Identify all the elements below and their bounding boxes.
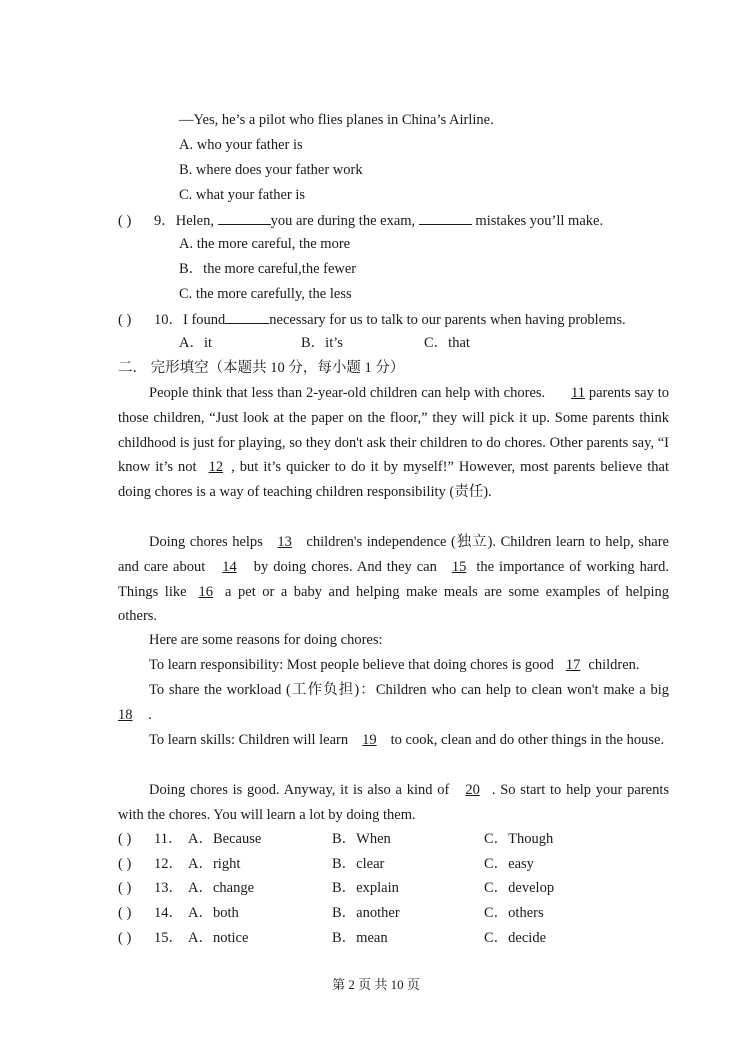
- option-a: A．Because: [188, 831, 262, 847]
- passage-text: children's independence (独立). Children learn to help, share and care about: [118, 534, 669, 575]
- passage-text: Doing chores helps: [149, 534, 268, 550]
- blank-18[interactable]: 18: [118, 706, 133, 723]
- answer-blank[interactable]: [419, 210, 472, 225]
- answer-parentheses[interactable]: ( ): [118, 312, 132, 328]
- question-15: [118, 928, 547, 948]
- question-number: 9．: [154, 213, 176, 229]
- question-number: 10．: [154, 312, 183, 328]
- answer-parentheses[interactable]: ( ): [118, 880, 132, 896]
- question-number: 11．: [154, 831, 183, 847]
- blank-20[interactable]: 20: [465, 782, 480, 798]
- question-stem: mistakes you’ll make.: [471, 213, 604, 229]
- passage-paragraph-2: [118, 530, 669, 629]
- answer-blank[interactable]: [225, 309, 269, 324]
- section-heading: 二． 完形填空（本题共 10 分，每小题 1 分）: [118, 360, 405, 376]
- passage-text: children.: [588, 657, 640, 673]
- passage-text: To learn responsibility: Most people believe that doing chores is good: [149, 657, 554, 673]
- answer-parentheses[interactable]: ( ): [118, 831, 132, 847]
- passage-paragraph-6: [118, 728, 669, 753]
- blank-15[interactable]: 15: [451, 558, 467, 575]
- option-b: B. where does your father work: [179, 162, 363, 178]
- option-a: A. who your father is: [179, 137, 303, 153]
- option-b: B．another: [332, 905, 400, 921]
- option-c: C. the more carefully, the less: [179, 286, 352, 302]
- blank-12[interactable]: 12: [208, 459, 224, 476]
- question-9: [118, 210, 603, 231]
- option-a: A．change: [188, 880, 255, 896]
- blank-19[interactable]: 19: [362, 732, 377, 748]
- blank-14[interactable]: 14: [222, 558, 237, 575]
- passage-paragraph-3: Here are some reasons for doing chores:: [149, 632, 383, 648]
- option-b: B．it’s: [301, 335, 343, 351]
- option-c: C．decide: [484, 930, 547, 946]
- passage-text: People think that less than 2-year-old children can help with chores.: [149, 385, 549, 401]
- passage-text: .: [144, 706, 152, 723]
- passage-paragraph-5: [118, 678, 669, 728]
- passage-text: a pet or a baby and helping make meals are some examples of helping others.: [118, 583, 669, 625]
- question-stem: Helen,: [175, 213, 218, 229]
- option-c: C．that: [424, 335, 470, 351]
- option-b: B．the more careful,the fewer: [179, 261, 357, 277]
- question-number: 15．: [154, 930, 183, 946]
- question-12: [118, 854, 534, 874]
- option-c: C．others: [484, 905, 544, 921]
- answer-blank[interactable]: [218, 210, 271, 225]
- option-c: C．develop: [484, 880, 555, 896]
- passage-text: by doing chores. And they can: [248, 558, 442, 575]
- question-number: 14．: [154, 905, 183, 921]
- option-c: C．easy: [484, 856, 534, 872]
- option-c: C. what your father is: [179, 187, 306, 203]
- option-b: B．When: [332, 831, 391, 847]
- answer-parentheses[interactable]: ( ): [118, 930, 132, 946]
- question-11: [118, 829, 554, 849]
- option-a: A. the more careful, the more: [179, 236, 351, 252]
- passage-text: the importance of working hard. Things like: [118, 558, 669, 600]
- blank-11[interactable]: 11: [571, 385, 585, 401]
- answer-parentheses[interactable]: ( ): [118, 213, 132, 229]
- option-a: A．right: [188, 856, 241, 872]
- passage-paragraph-4: [149, 655, 640, 675]
- question-13: [118, 878, 555, 898]
- answer-parentheses[interactable]: ( ): [118, 905, 132, 921]
- passage-text: To share the workload (工作负担)：Children who can help to clean won't make a big: [149, 682, 669, 698]
- question-stem: you are during the exam,: [270, 213, 419, 229]
- question-14: [118, 903, 544, 923]
- option-b: B．clear: [332, 856, 385, 872]
- question-stem: I found: [183, 312, 226, 328]
- blank-16[interactable]: 16: [198, 583, 214, 600]
- option-c: C．Though: [484, 831, 554, 847]
- question-stem: necessary for us to talk to our parents when having problems.: [269, 312, 626, 328]
- option-b: B．explain: [332, 880, 399, 896]
- blank-17[interactable]: 17: [565, 657, 581, 673]
- passage-text: to cook, clean and do other things in the house.: [390, 732, 665, 748]
- passage-text: , but it’s quicker to do it by myself!” However, most parents believe that doing chores is a way of teaching children responsibility (责任).: [118, 459, 669, 501]
- passage-text: parents say to those children, “Just look at the paper on the floor,” they will pick it up. Some parents think childhood is just for playing, so they don't ask their children to do chores. Other parents say, “I know it’s not: [118, 385, 669, 476]
- passage-paragraph-7: [118, 778, 669, 828]
- page-footer: 第 2 页 共 10 页: [332, 977, 420, 992]
- passage-text: To learn skills: Children will learn: [149, 732, 349, 748]
- option-a: A．both: [188, 905, 239, 921]
- passage-paragraph-1: [118, 381, 669, 505]
- passage-text: Doing chores is good. Anyway, it is also a kind of: [149, 782, 450, 798]
- question-10: [118, 309, 626, 330]
- option-b: B．mean: [332, 930, 388, 946]
- passage-text: . So start to help your parents with the chores. You will learn a lot by doing them.: [118, 782, 669, 823]
- option-a: A．notice: [188, 930, 249, 946]
- answer-parentheses[interactable]: ( ): [118, 856, 132, 872]
- answer-line: —Yes, he’s a pilot who flies planes in China’s Airline.: [179, 112, 494, 128]
- question-number: 12．: [154, 856, 183, 872]
- option-a: A．it: [179, 335, 213, 351]
- question-number: 13．: [154, 880, 183, 896]
- blank-13[interactable]: 13: [277, 534, 292, 550]
